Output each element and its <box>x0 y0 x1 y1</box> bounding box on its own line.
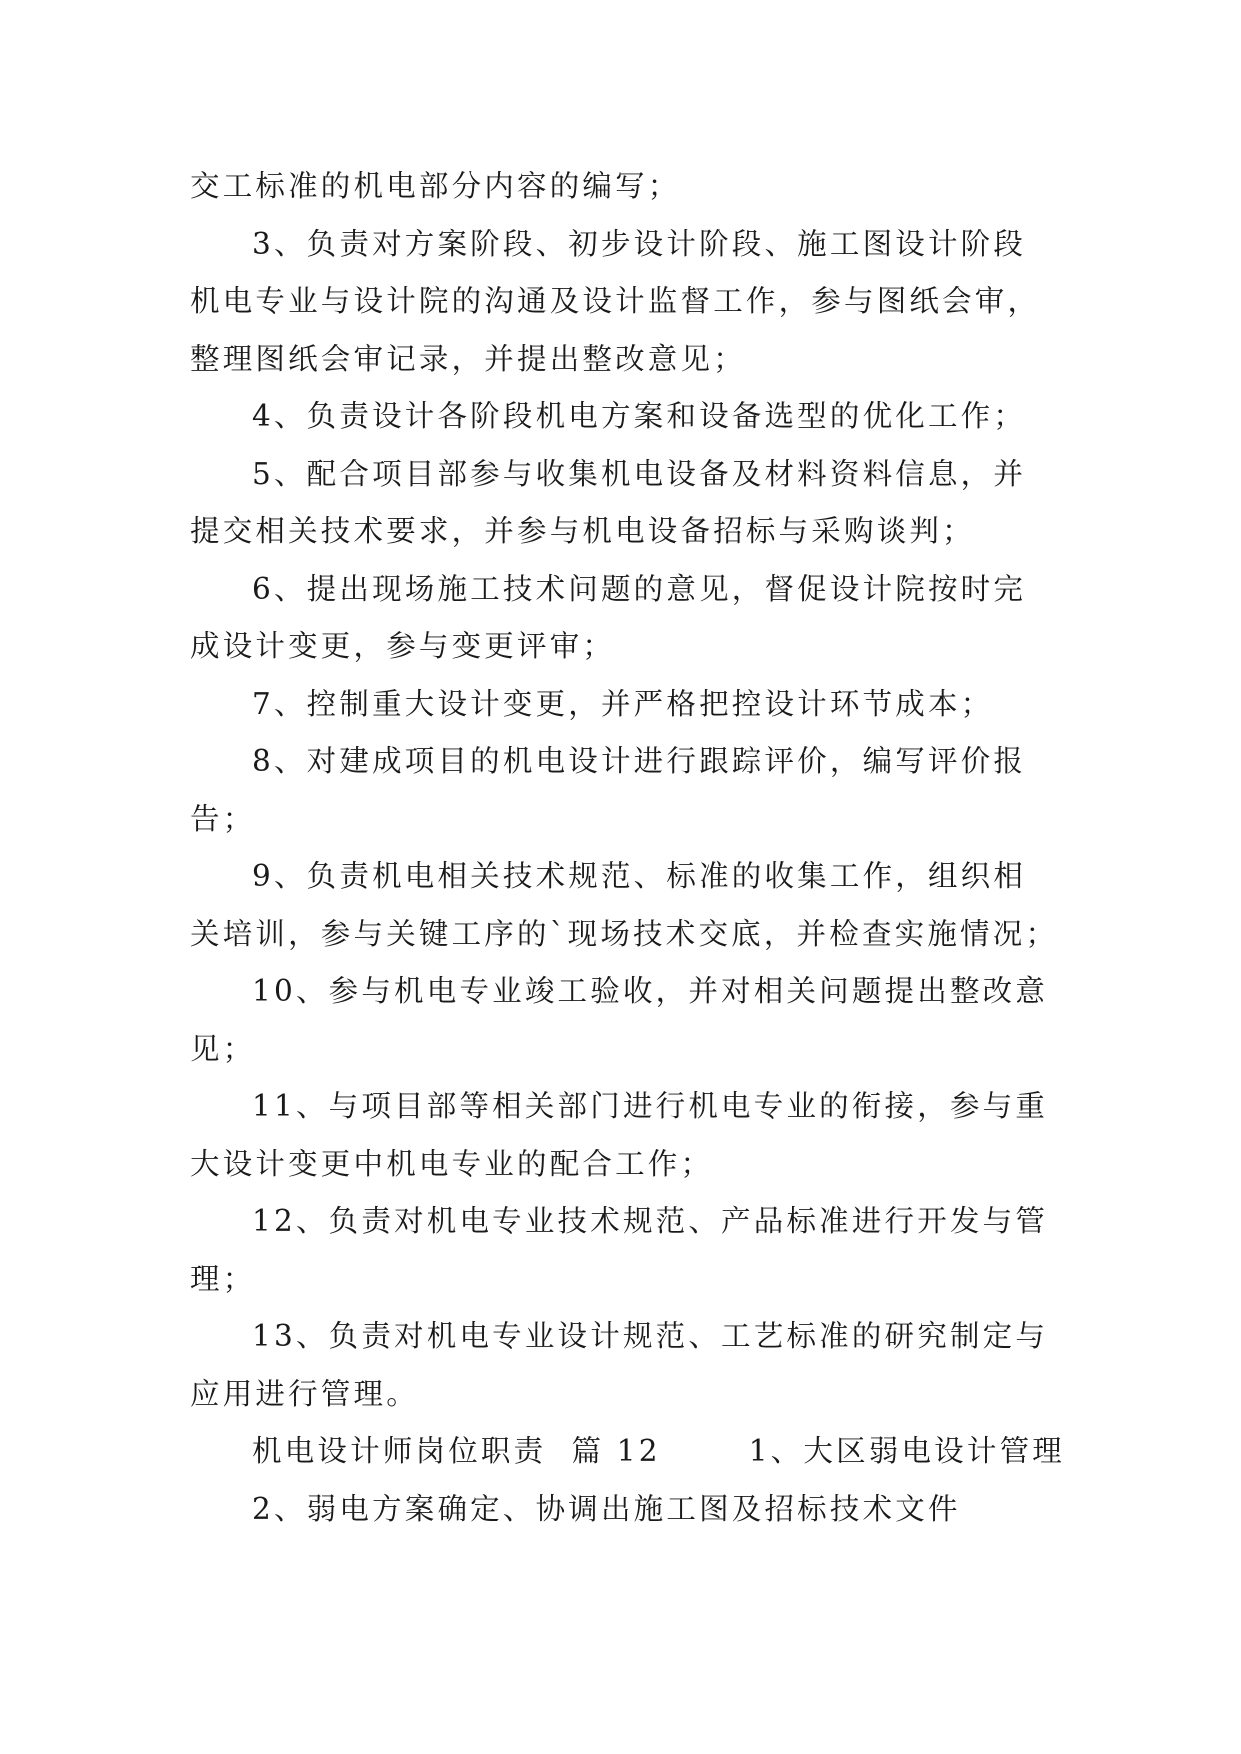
text-line: 11、与项目部等相关部门进行机电专业的衔接，参与重 <box>252 1089 1049 1123</box>
text-line: 整理图纸会审记录，并提出整改意见； <box>190 342 746 376</box>
text-line: 13、负责对机电专业设计规范、工艺标准的研究制定与 <box>252 1319 1049 1353</box>
text-line: 8、对建成项目的机电设计进行跟踪评价，编写评价报 <box>252 744 1027 778</box>
text-line: 7、控制重大设计变更，并严格把控设计环节成本； <box>252 687 994 721</box>
text-line: 机电专业与设计院的沟通及设计监督工作，参与图纸会审， <box>190 284 1041 318</box>
text-line: 3、负责对方案阶段、初步设计阶段、施工图设计阶段 <box>252 227 1027 261</box>
text-line: 告； <box>190 802 256 836</box>
text-line: 10、参与机电专业竣工验收，并对相关问题提出整改意 <box>252 974 1049 1008</box>
text-line: 关培训，参与关键工序的`现场技术交底，并检查实施情况； <box>190 917 1059 951</box>
text-line: 大设计变更中机电专业的配合工作； <box>190 1147 714 1181</box>
text-line: 2、弱电方案确定、协调出施工图及招标技术文件 <box>252 1492 961 1526</box>
text-line: 提交相关技术要求，并参与机电设备招标与采购谈判； <box>190 514 975 548</box>
text-line: 12、负责对机电专业技术规范、产品标准进行开发与管 <box>252 1204 1049 1238</box>
text-line: 6、提出现场施工技术问题的意见，督促设计院按时完 <box>252 572 1027 606</box>
text-line: 成设计变更，参与变更评审； <box>190 629 616 663</box>
text-line: 5、配合项目部参与收集机电设备及材料资料信息，并 <box>252 457 1027 491</box>
text-line: 交工标准的机电部分内容的编写； <box>190 169 681 203</box>
text-line: 见； <box>190 1032 256 1066</box>
section-heading-line: 机电设计师岗位职责 篇 12 1、大区弱电设计管理 <box>252 1434 1065 1468</box>
text-line: 理； <box>190 1262 256 1296</box>
text-line: 应用进行管理。 <box>190 1377 419 1411</box>
text-line: 9、负责机电相关技术规范、标准的收集工作，组织相 <box>252 859 1027 893</box>
text-line: 4、负责设计各阶段机电方案和设备选型的优化工作； <box>252 399 1027 433</box>
